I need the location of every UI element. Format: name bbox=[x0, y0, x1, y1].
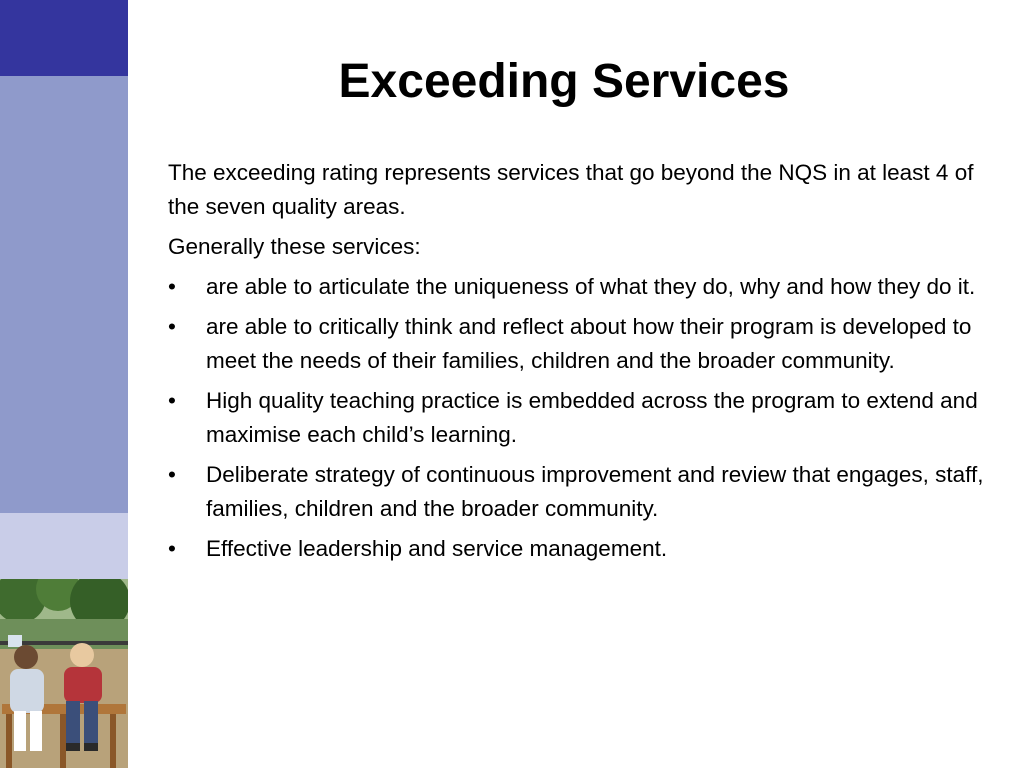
bullet-marker: • bbox=[168, 314, 176, 339]
slide-title: Exceeding Services bbox=[338, 55, 790, 108]
children-photo bbox=[0, 579, 128, 768]
bullet-list bbox=[168, 270, 988, 566]
list-item-text: Deliberate strategy of continuous improvement and review that engages, staff, families, children and the broader community. bbox=[206, 462, 984, 521]
list-item bbox=[168, 270, 988, 304]
sidebar-band-light bbox=[0, 513, 128, 579]
list-item bbox=[168, 532, 988, 566]
bullet-marker: • bbox=[168, 462, 176, 487]
list-item bbox=[168, 384, 988, 452]
bullet-marker: • bbox=[168, 388, 176, 413]
list-item-text: are able to articulate the uniqueness of what they do, why and how they do it. bbox=[206, 274, 976, 299]
list-item bbox=[168, 310, 988, 378]
sidebar-decoration bbox=[0, 0, 128, 768]
list-item-text: Effective leadership and service management. bbox=[206, 536, 668, 561]
children-photo-illustration bbox=[0, 579, 128, 768]
bullet-marker: • bbox=[168, 274, 176, 299]
list-item-text: High quality teaching practice is embedded across the program to extend and maximise each child’s learning. bbox=[206, 388, 978, 447]
sidebar-band-dark bbox=[0, 0, 128, 76]
lead-paragraph: Generally these services: bbox=[168, 234, 421, 259]
sidebar-band-mid bbox=[0, 76, 128, 513]
list-item-text: are able to critically think and reflect about how their program is developed to meet the needs of their families, children and the broader community. bbox=[206, 314, 972, 373]
bullet-marker: • bbox=[168, 536, 176, 561]
list-item bbox=[168, 458, 988, 526]
intro-paragraph: The exceeding rating represents services that go beyond the NQS in at least 4 of the seven quality areas. bbox=[168, 160, 974, 219]
slide-body bbox=[168, 156, 988, 572]
